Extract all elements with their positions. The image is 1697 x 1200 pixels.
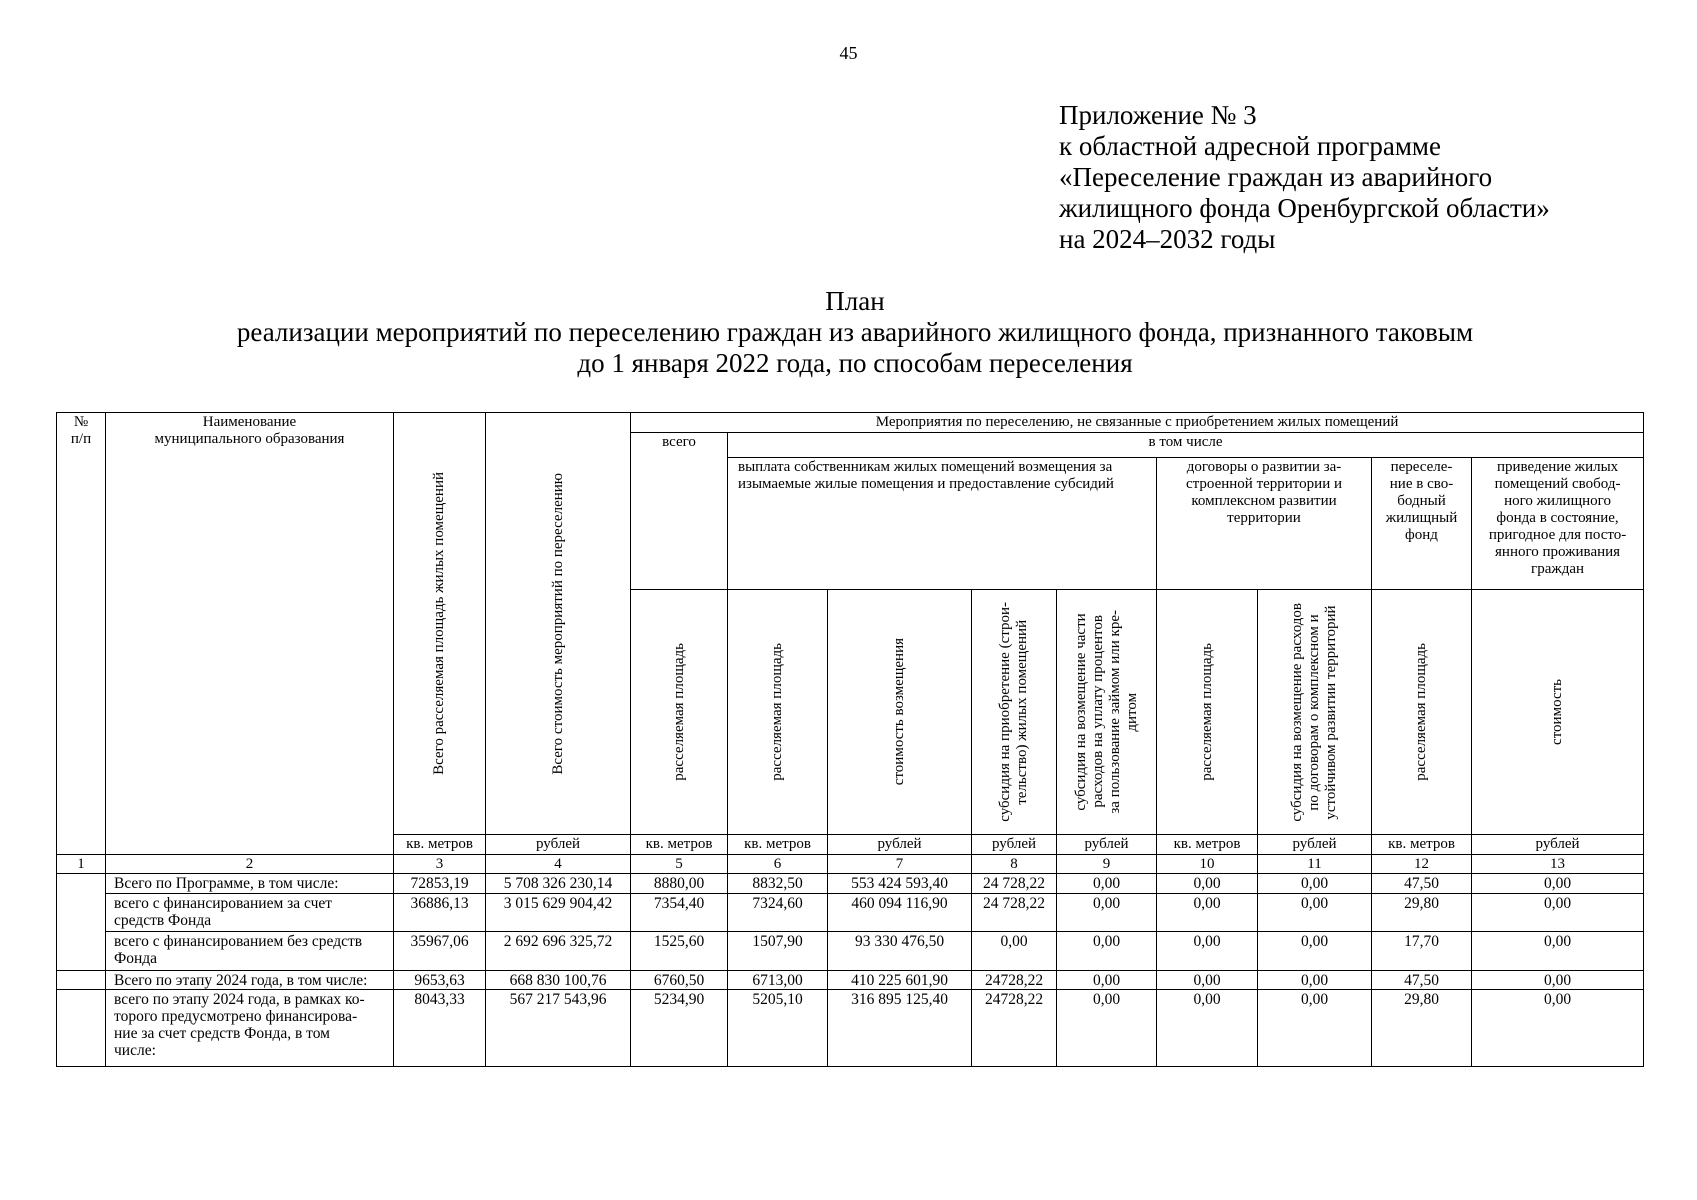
total-area-cell: 9653,63 [394, 971, 486, 990]
row-label: всего с финансированием без средств Фонда [106, 932, 394, 971]
renovation-cost-cell: 0,00 [1472, 894, 1644, 932]
payment-cost-cell: 93 330 476,50 [828, 932, 972, 971]
header-renovation: приведение жилых помещений свобод- ного жилищного фонда в состояние, пригодное для посто- янного проживания граждан [1472, 458, 1644, 590]
all-area-cell: 1525,60 [631, 932, 728, 971]
header-total-area [394, 413, 486, 835]
column-number: 1 [57, 855, 106, 874]
purchase-subsidy-cell: 24728,22 [972, 971, 1057, 990]
header-total-cost-label: Всего стоимость мероприятий по переселению [549, 472, 566, 775]
header-payment: выплата собственникам жилых помещений возмещения за изымаемые жилые помещения и предоставление субсидий [728, 458, 1157, 590]
contracts-subsidy-cell: 0,00 [1258, 971, 1372, 990]
contracts-subsidy-cell: 0,00 [1258, 894, 1372, 932]
header-contracts: договоры о развитии за- строенной территории и комплексном развитии территории [1157, 458, 1372, 590]
table-row [57, 894, 1644, 932]
unit-cell: рублей [828, 835, 972, 855]
column-number: 13 [1472, 855, 1644, 874]
header-subcolumn [1057, 590, 1157, 835]
interest-subsidy-cell: 0,00 [1057, 932, 1157, 971]
table-row [57, 874, 1644, 894]
header-subcolumn-label: расселяемая площадь [670, 643, 687, 781]
unit-cell: кв. метров [728, 835, 828, 855]
total-cost-cell: 3 015 629 904,42 [486, 894, 631, 932]
unit-cell: кв. метров [394, 835, 486, 855]
purchase-subsidy-cell: 24 728,22 [972, 874, 1057, 894]
header-subcolumn [728, 590, 828, 835]
renovation-cost-cell: 0,00 [1472, 874, 1644, 894]
column-number: 5 [631, 855, 728, 874]
unit-cell: кв. метров [1157, 835, 1258, 855]
header-subcolumn-label: расселяемая площадь [1198, 643, 1215, 781]
plan-title-line: реализации мероприятий по переселению граждан из аварийного жилищного фонда, признанного таковым [236, 317, 1474, 347]
total-cost-cell: 567 217 543,96 [486, 990, 631, 1067]
total-area-cell: 36886,13 [394, 894, 486, 932]
column-number: 6 [728, 855, 828, 874]
table-row [57, 990, 1644, 1067]
column-number: 3 [394, 855, 486, 874]
header-subcolumn-label: субсидия на приобретение (строи- тельство) жилых помещений [997, 602, 1030, 822]
header-row [57, 413, 1644, 433]
header-name: Наименование муниципального образования [106, 413, 394, 855]
header-group: Мероприятия по переселению, не связанные с приобретением жилых помещений [631, 413, 1644, 433]
row-label: всего с финансированием за счет средств Фонда [106, 894, 394, 932]
header-subcolumn [1157, 590, 1258, 835]
payment-cost-cell: 553 424 593,40 [828, 874, 972, 894]
plan-title [14, 286, 1696, 379]
page-number: 45 [839, 43, 858, 63]
appendix-line: к областной адресной программе [1059, 131, 1441, 161]
header-all: всего [631, 433, 728, 590]
column-number: 11 [1258, 855, 1372, 874]
interest-subsidy-cell: 0,00 [1057, 990, 1157, 1067]
unit-cell: кв. метров [631, 835, 728, 855]
header-num: № п/п [57, 413, 106, 855]
table-row [57, 932, 1644, 971]
column-number: 4 [486, 855, 631, 874]
column-number: 12 [1372, 855, 1472, 874]
column-numbers-row [57, 855, 1644, 874]
purchase-subsidy-cell: 0,00 [972, 932, 1057, 971]
plan-title-heading: План [825, 286, 885, 316]
header-subcolumn [631, 590, 728, 835]
column-number: 8 [972, 855, 1057, 874]
row-number-cell [57, 990, 106, 1067]
all-area-cell: 8880,00 [631, 874, 728, 894]
interest-subsidy-cell: 0,00 [1057, 971, 1157, 990]
header-subcolumn [1258, 590, 1372, 835]
row-label: всего по этапу 2024 года, в рамках ко- торого предусмотрено финансирова- ние за счет средств Фонда, в том числе: [106, 990, 394, 1067]
row-number-cell [57, 874, 106, 971]
renovation-cost-cell: 0,00 [1472, 990, 1644, 1067]
payment-cost-cell: 410 225 601,90 [828, 971, 972, 990]
all-area-cell: 5234,90 [631, 990, 728, 1067]
renovation-cost-cell: 0,00 [1472, 932, 1644, 971]
payment-area-cell: 8832,50 [728, 874, 828, 894]
header-subcolumn [1372, 590, 1472, 835]
total-cost-cell: 5 708 326 230,14 [486, 874, 631, 894]
contracts-area-cell: 0,00 [1157, 874, 1258, 894]
purchase-subsidy-cell: 24 728,22 [972, 894, 1057, 932]
header-subcolumn [972, 590, 1057, 835]
contracts-area-cell: 0,00 [1157, 990, 1258, 1067]
payment-area-cell: 6713,00 [728, 971, 828, 990]
payment-area-cell: 1507,90 [728, 932, 828, 971]
payment-cost-cell: 316 895 125,40 [828, 990, 972, 1067]
all-area-cell: 7354,40 [631, 894, 728, 932]
total-area-cell: 35967,06 [394, 932, 486, 971]
header-subcolumn-label: расселяемая площадь [1413, 643, 1429, 781]
unit-cell: рублей [1472, 835, 1644, 855]
payment-area-cell: 7324,60 [728, 894, 828, 932]
total-cost-cell: 668 830 100,76 [486, 971, 631, 990]
unit-cell: рублей [972, 835, 1057, 855]
header-total-area-label: Всего расселяемая площадь жилых помещений [431, 472, 447, 775]
header-subcolumn-label: стоимость возмещения [891, 638, 907, 786]
interest-subsidy-cell: 0,00 [1057, 894, 1157, 932]
header-subcolumn-label: субсидия на возмещение расходов по договорам о комплексном и устойчивом развитии территорий [1289, 602, 1339, 822]
appendix-line: жилищного фонда Оренбургской области» [1059, 193, 1550, 223]
appendix-line: Приложение № 3 [1059, 100, 1257, 130]
all-area-cell: 6760,50 [631, 971, 728, 990]
free-fund-area-cell: 29,80 [1372, 894, 1472, 932]
payment-cost-cell: 460 094 116,90 [828, 894, 972, 932]
unit-cell: рублей [1258, 835, 1372, 855]
contracts-area-cell: 0,00 [1157, 932, 1258, 971]
settlement-plan-table [56, 412, 1644, 1067]
contracts-subsidy-cell: 0,00 [1258, 874, 1372, 894]
header-subcolumn [1472, 590, 1644, 835]
free-fund-area-cell: 47,50 [1372, 874, 1472, 894]
unit-cell: рублей [486, 835, 631, 855]
renovation-cost-cell: 0,00 [1472, 971, 1644, 990]
contracts-area-cell: 0,00 [1157, 971, 1258, 990]
header-subcolumn-label: субсидия на возмещение части расходов на уплату процентов за пользование займом или кре- дитом [1072, 610, 1140, 814]
appendix-line: на 2024–2032 годы [1059, 224, 1276, 254]
contracts-subsidy-cell: 0,00 [1258, 990, 1372, 1067]
header-subcolumn-label: стоимость [1549, 679, 1566, 745]
appendix-block [1059, 100, 1550, 255]
plan-title-line: до 1 января 2022 года, по способам переселения [577, 348, 1133, 378]
header-including: в том числе [728, 433, 1644, 458]
payment-area-cell: 5205,10 [728, 990, 828, 1067]
total-area-cell: 8043,33 [394, 990, 486, 1067]
header-total-cost [486, 413, 631, 835]
total-area-cell: 72853,19 [394, 874, 486, 894]
column-number: 9 [1057, 855, 1157, 874]
header-subcolumn-label: расселяемая площадь [769, 643, 785, 781]
unit-cell: рублей [1057, 835, 1157, 855]
header-free-fund: переселе- ние в сво- бодный жилищный фонд [1372, 458, 1472, 590]
purchase-subsidy-cell: 24728,22 [972, 990, 1057, 1067]
free-fund-area-cell: 17,70 [1372, 932, 1472, 971]
header-subcolumn [828, 590, 972, 835]
row-label: Всего по этапу 2024 года, в том числе: [106, 971, 394, 990]
contracts-subsidy-cell: 0,00 [1258, 932, 1372, 971]
column-number: 2 [106, 855, 394, 874]
contracts-area-cell: 0,00 [1157, 894, 1258, 932]
column-number: 7 [828, 855, 972, 874]
interest-subsidy-cell: 0,00 [1057, 874, 1157, 894]
total-cost-cell: 2 692 696 325,72 [486, 932, 631, 971]
row-label: Всего по Программе, в том числе: [106, 874, 394, 894]
column-number: 10 [1157, 855, 1258, 874]
unit-cell: кв. метров [1372, 835, 1472, 855]
free-fund-area-cell: 47,50 [1372, 971, 1472, 990]
appendix-line: «Переселение граждан из аварийного [1059, 162, 1493, 192]
table-row [57, 971, 1644, 990]
free-fund-area-cell: 29,80 [1372, 990, 1472, 1067]
row-number-cell [57, 971, 106, 990]
